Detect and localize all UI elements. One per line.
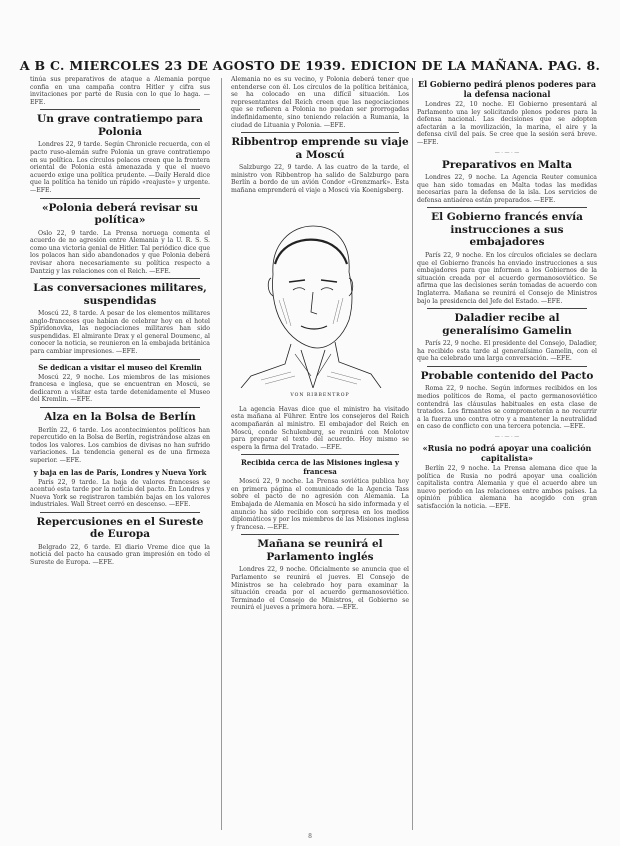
page-number: 8 <box>308 833 312 840</box>
headline: y baja en las de París, Londres y Nueva York <box>33 467 207 477</box>
divider <box>40 359 200 360</box>
article-body: Belgrado 22, 6 tarde. El diario Vreme dice que la noticia del pacto ha causado gran impresión en todo el Sureste de Europa. —EFE. <box>30 543 210 567</box>
divider <box>40 198 200 199</box>
article-body: Moscú 22, 9 noche. La Prensa soviética publica hoy en primera página el comunicado de la Agencia Tass sobre el pacto de no agresión con Alemania. La Embajada de Alemania en Moscú ha sido informada y el anuncio ha sido recibido con sorpresa en los medios diplomáticos y por los miembros de las Misiones inglesa y francesa. —EFE. <box>231 478 409 531</box>
divider <box>40 512 200 513</box>
article-body: Salzburgo 22, 9 tarde. A las cuatro de la tarde, el ministro von Ribbentrop ha salido de Salzburgo para Berlín a bordo de un avión Condor «Grenzmark». Esta mañana emprenderá el viaje a Moscú vía Koenigsberg. <box>231 164 409 194</box>
divider <box>40 109 200 110</box>
headline: Preparativos en Malta <box>441 158 573 171</box>
article-body: Moscú 22, 9 noche. Los miembros de las misiones francesa e inglesa, que se encuentran en Moscú, se dedicaron a visitar esta tarde detenidamente el Museo del Kremlin. —EFE. <box>30 373 210 404</box>
article-body: Roma 22, 9 noche. Según informes recibidos en los medios políticos de Roma, el pacto germanosoviético contendrá las cláusulas habituales en esta clase de tratados. Los firmantes se comprometerán a no recurrir a la fuerza uno contra otro y a mantener la neutralidad en caso de conflicto con una tercera potencia. —EFE. <box>417 385 597 431</box>
divider <box>427 308 587 309</box>
column-rule <box>221 78 222 830</box>
headline: Alza en la Bolsa de Berlín <box>44 411 196 424</box>
column-center <box>231 76 409 615</box>
portrait-caption: VON RIBBENTROP <box>290 393 350 399</box>
headline: El Gobierno francés envía instrucciones a sus embajadores <box>431 211 583 249</box>
headline: Daladier recibe al generalísimo Gamelin <box>442 312 572 337</box>
article-body: Londres 22, 9 tarde. Según Chronicle recuerda, con el pacto ruso-alemán sufre Polonia un grave contratiempo en su política. Los círculos polacos creen que la frontera oriental de Polonia está amenazada y que el nuevo acuerdo exige una política prudente. —Daily Herald dice que la política ha tenido un rápido «reajuste» y urgente. —EFE. <box>30 141 210 194</box>
article-body: Londres 22, 9 noche. La Agencia Reuter comunica que han sido tomadas en Malta todas las medidas necesarias para la defensa de la isla. Los servicios de defensa antiaérea están preparados. —EFE. <box>417 174 597 204</box>
divider <box>40 407 200 408</box>
divider <box>427 366 587 367</box>
headline: Recibida cerca de las Misiones inglesa y francesa <box>241 458 399 477</box>
headline: Un grave contratiempo para Polonia <box>37 113 203 138</box>
ornament-divider: — · — · — <box>494 433 520 440</box>
headline: «Polonia deberá revisar su política» <box>41 201 199 227</box>
ornament-divider: — · — · — <box>494 149 520 156</box>
column-rule <box>412 78 413 830</box>
article-body: Londres 22, 10 noche. El Gobierno presentará al Parlamento una ley solicitando plenos poderes para la defensa nacional. Las decisiones que se adopten afectarán a la movilización, la marina, el aire y la defensa civil del país. Se cree que la sesión será breve. —EFE. <box>417 101 597 146</box>
headline: Probable contenido del Pacto <box>420 369 594 382</box>
headline: El Gobierno pedirá plenos poderes para la defensa nacional <box>417 79 596 99</box>
article-body: Londres 22, 9 noche. Oficialmente se anuncia que el Parlamento se reunirá el jueves. El Consejo de Ministros se ha celebrado hoy para examinar la situación creada por el acuerdo germanosoviético. Terminado el Consejo de Ministros, el Gobierno se reunirá el jueves a primera hora. —EFE. <box>231 566 409 612</box>
article-body: Moscú 22, 8 tarde. A pesar de los elementos militares anglo-franceses que habían de celebrar hoy en el hotel Spiridonovka, las negociaciones militares han sido suspendidas. El almirante Drax y el general Doumenc, al conocer la noticia, se reunieron en la embajada británica para cambiar impresiones. —EFE. <box>30 310 210 356</box>
article-body: Alemania no es su vecino, y Polonia deberá tener que entenderse con él. Los círculos de la política británica, se ha colocado en una difícil situación. Los representantes del Reich creen que las negociaciones que se refieren a Polonia no puedan ser prorrogadas indefinidamente, sino teniendo relación a Rumania, la ciudad de Lituania y Polonia. —EFE. <box>231 76 409 129</box>
divider <box>241 132 399 133</box>
divider <box>241 454 399 455</box>
headline: Ribbentrop emprende su viaje a Moscú <box>231 136 409 161</box>
portrait-illustration <box>231 204 387 388</box>
article-body: Oslo 22, 9 tarde. La Prensa noruega comenta el acuerdo de no agresión entre Alemania y la U. R. S. S. como una victoria genial de Hitler. Tal periódico dice que los polacos han sido abandonados y que Polonia deberá revisar ahora necesariamente su política respecto a Dantzig y las relaciones con el Reich. —EFE. <box>30 229 210 275</box>
article-body: tinúa sus preparativos de ataque a Alemania porque confia en una campaña contra Hitler y cifra sus invitaciones por parte de Rusia con lo que lo haga. —EFE. <box>30 76 210 106</box>
headline: Mañana se reunirá el Parlamento inglés <box>257 538 383 563</box>
column-left <box>30 76 210 570</box>
divider <box>427 207 587 208</box>
headline: Las conversaciones militares, suspendidas <box>33 282 207 307</box>
article-body: La agencia Havas dice que el ministro ha visitado esta mañana al Führer. Entre los consejeros del Reich acompañarán al ministro. El embajador del Reich en Moscú, conde Schulenburg, se reunirá con Molotov para preparar el texto del acuerdo. Hoy mismo se espera la firma del Tratado. —EFE. <box>231 405 409 451</box>
divider <box>40 278 200 279</box>
headline: Repercusiones en el Sureste de Europa <box>36 515 204 541</box>
masthead: A B C. MIERCOLES 23 DE AGOSTO DE 1939. EDICION DE LA MAÑANA. PAG. 8. <box>19 58 601 73</box>
article-body: París 22, 9 noche. El presidente del Consejo, Daladier, ha recibido esta tarde al generalísimo Gamelin, con el que ha celebrado una larga conversación. —EFE. <box>417 340 597 363</box>
headline: «Rusia no podrá apoyar una coalición capitalista» <box>422 442 592 463</box>
article-body: Berlín 22, 6 tarde. Los acontecimientos políticos han repercutido en la Bolsa de Berlín, registrándose alzas en todos los valores. Los cambios de divisas no han sufrido variaciones. La tendencia general es de una firmeza superior. —EFE. <box>30 426 210 464</box>
article-body: París 22, 9 tarde. La baja de valores franceses se acentuó esta tarde por la noticia del pacto. En Londres y Nueva York se registraron también bajas en los valores industriales. Wall Street cerró en descenso. —EFE. <box>30 478 210 509</box>
divider <box>241 534 399 535</box>
article-body: Berlín 22, 9 noche. La Prensa alemana dice que la política de Rusia no podrá apoyar una coalición capitalista contra Alemania y que el acuerdo abre un nuevo periodo en las relaciones entre ambos países. La opinión pública alemana ha acogido con gran satisfacción la noticia. —EFE. <box>417 464 597 510</box>
column-right <box>417 76 597 514</box>
headline: Se dedican a visitar el museo del Kremlin <box>38 362 202 372</box>
article-body: París 22, 9 noche. En los círculos oficiales se declara que el Gobierno francés ha enviado instrucciones a sus embajadores para que informen a los Gobiernos de la situación creada por el acuerdo germanosoviético. Se afirma que las decisiones serán tomadas de acuerdo con Inglaterra. Mañana se reunirá el Consejo de Ministros bajo la presidencia del Jefe del Estado. —EFE. <box>417 251 597 305</box>
